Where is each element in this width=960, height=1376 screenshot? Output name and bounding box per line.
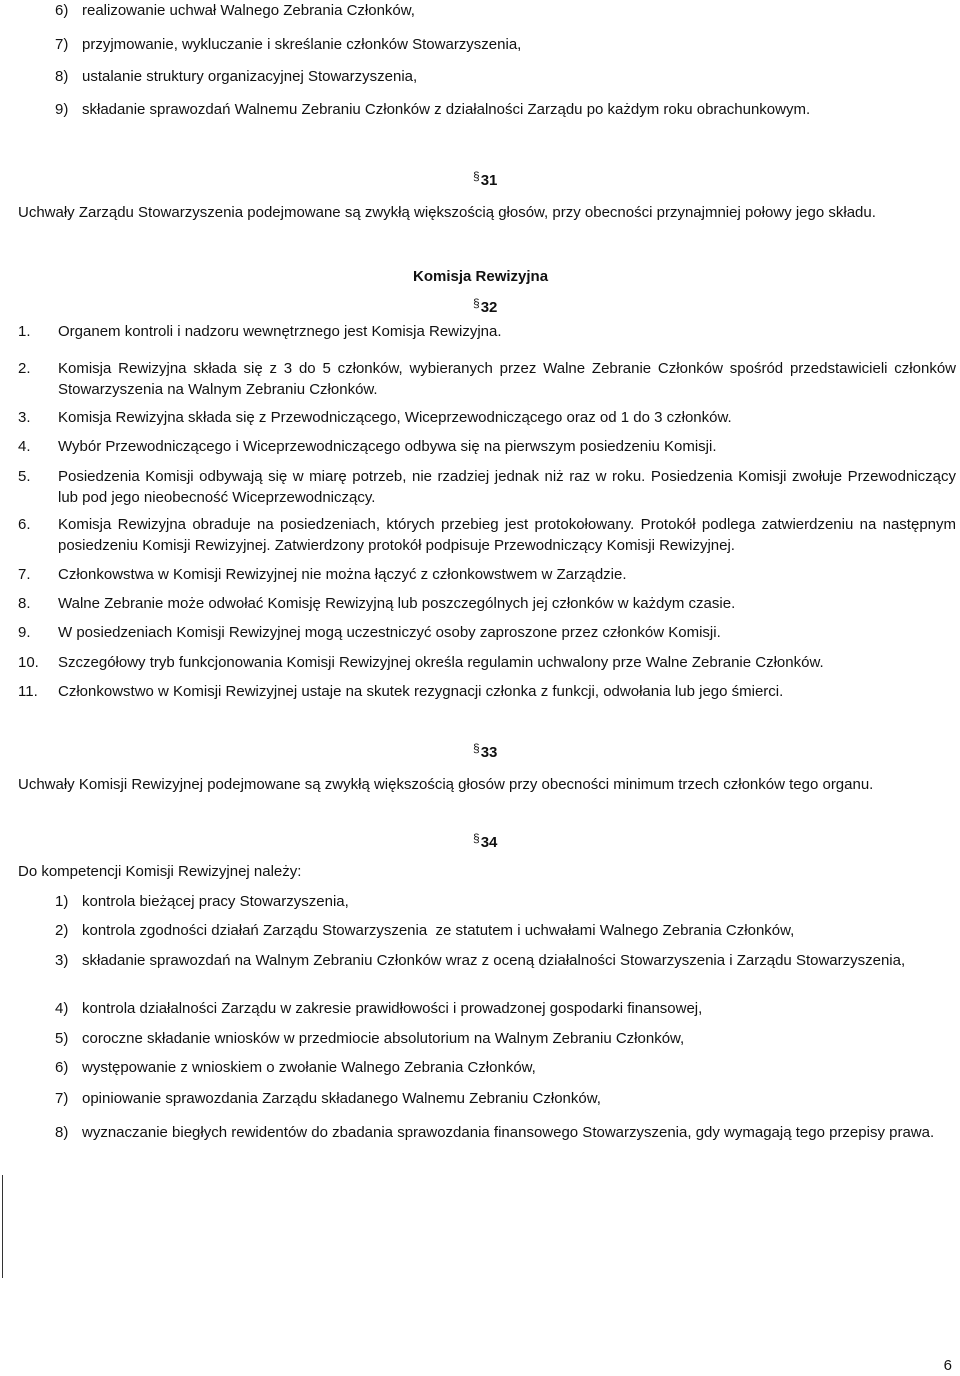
list-item-number: 3. [18, 409, 31, 426]
paragraph-mark-32: §32 [473, 296, 498, 316]
list-item-number: 7) [55, 36, 69, 53]
page-number: 6 [943, 1357, 952, 1374]
list-item-text: Walne Zebranie może odwołać Komisję Rewizyjną lub poszczególnych jej członków w każdym czasie. [58, 595, 736, 612]
list-item-number: 2) [55, 922, 69, 939]
paragraph-mark-34: §34 [473, 831, 498, 851]
list-item-number: 6) [55, 1059, 69, 1076]
list-item-number: 4) [55, 1000, 69, 1017]
list-item-text: Szczegółowy tryb funkcjonowania Komisji Rewizyjnej określa regulamin uchwalony prze Walne Zebranie Członków. [58, 654, 824, 671]
list-item-number: 2. [18, 360, 31, 377]
list-item-text: występowanie z wnioskiem o zwołanie Walnego Zebrania Członków, [82, 1059, 536, 1076]
list-item-text: składanie sprawozdań Walnemu Zebraniu Członków z działalności Zarządu po każdym roku obrachunkowym. [82, 101, 811, 118]
list-item-text: składanie sprawozdań na Walnym Zebraniu Członków wraz z oceną działalności Stowarzyszenia i Zarządu Stowarzyszenia, [82, 952, 906, 969]
list-item-text: Komisja Rewizyjna składa się z 3 do 5 członków, wybieranych przez Walne Zebranie Członków spośród przedstawicieli członków Stowarzyszenia na Walnym Zebraniu Członków. [58, 360, 956, 398]
list-item-text: Członkowstwa w Komisji Rewizyjnej nie można łączyć z członkowstwem w Zarządzie. [58, 566, 627, 583]
list-item-number: 7. [18, 566, 31, 583]
paragraph-33-text: Uchwały Komisji Rewizyjnej podejmowane są zwykłą większością głosów przy obecności minimum trzech członków tego organu. [18, 776, 874, 793]
list-item-number: 1) [55, 893, 69, 910]
list-item-number: 9) [55, 101, 69, 118]
list-item-text: Wybór Przewodniczącego i Wiceprzewodniczącego odbywa się na pierwszym posiedzeniu Komisji. [58, 438, 717, 455]
list-item-text: kontrola bieżącej pracy Stowarzyszenia, [82, 893, 349, 910]
section-heading: Komisja Rewizyjna [413, 268, 549, 285]
paragraph-31-text: Uchwały Zarządu Stowarzyszenia podejmowane są zwykłą większością głosów, przy obecności przynajmniej połowy jego składu. [18, 204, 876, 221]
paragraph-mark-33: §33 [473, 741, 498, 761]
list-item-text: kontrola działalności Zarządu w zakresie prawidłowości i prowadzonej gospodarki finansowej, [82, 1000, 703, 1017]
list-item-number: 5) [55, 1030, 69, 1047]
list-item-text: Organem kontroli i nadzoru wewnętrznego jest Komisja Rewizyjna. [58, 323, 502, 340]
list-item-number: 4. [18, 438, 31, 455]
list-item-number: 5. [18, 468, 31, 485]
list-item-number: 9. [18, 624, 31, 641]
list-item-text: Komisja Rewizyjna składa się z Przewodniczącego, Wiceprzewodniczącego oraz od 1 do 3 członków. [58, 409, 732, 426]
list-item-text: ustalanie struktury organizacyjnej Stowarzyszenia, [82, 68, 418, 85]
list-item-number: 6. [18, 516, 31, 533]
list-item-number: 8) [55, 1124, 69, 1141]
list-item-number: 11. [18, 683, 38, 700]
list-item-text: kontrola zgodności działań Zarządu Stowarzyszenia ze statutem i uchwałami Walnego Zebrania Członków, [82, 922, 795, 939]
list-item-number: 3) [55, 952, 69, 969]
list-item-number: 7) [55, 1090, 69, 1107]
list-item-text: coroczne składanie wniosków w przedmiocie absolutorium na Walnym Zebraniu Członków, [82, 1030, 685, 1047]
list-item-text: W posiedzeniach Komisji Rewizyjnej mogą uczestniczyć osoby zaproszone przez członków Komisji. [58, 624, 721, 641]
list-item-text: Komisja Rewizyjna obraduje na posiedzeniach, których przebieg jest protokołowany. Protokół podlega zatwierdzeniu na następnym posiedzeniu Komisji Rewizyjnej. Zatwierdzony protokół podpisuje Przewodniczący Komisji Rewizyjnej. [58, 516, 956, 554]
list-item-number: 6) [55, 2, 69, 19]
list-item-number: 8. [18, 595, 31, 612]
list-item-text: Posiedzenia Komisji odbywają się w miarę potrzeb, nie rzadziej jednak niż raz w roku. Posiedzenia Komisji zwołuje Przewodniczący lub pod jego nieobecność Wiceprzewodniczący. [58, 468, 956, 506]
list-item-text: opiniowanie sprawozdania Zarządu składanego Walnemu Zebraniu Członków, [82, 1090, 601, 1107]
list-item-text: Członkowstwo w Komisji Rewizyjnej ustaje na skutek rezygnacji członka z funkcji, odwołania lub jego śmierci. [58, 683, 784, 700]
list-item-number: 1. [18, 323, 31, 340]
list-item-text: realizowanie uchwał Walnego Zebrania Członków, [82, 2, 415, 19]
paragraph-mark-31: §31 [473, 169, 498, 189]
list-item-number: 10. [18, 654, 39, 671]
paragraph-34-intro: Do kompetencji Komisji Rewizyjnej należy: [18, 863, 302, 880]
list-item-number: 8) [55, 68, 69, 85]
margin-rule [2, 1175, 3, 1278]
list-item-text: przyjmowanie, wykluczanie i skreślanie członków Stowarzyszenia, [82, 36, 522, 53]
list-item-text: wyznaczanie biegłych rewidentów do zbadania sprawozdania finansowego Stowarzyszenia, gdy wymagają tego przepisy prawa. [82, 1124, 935, 1141]
